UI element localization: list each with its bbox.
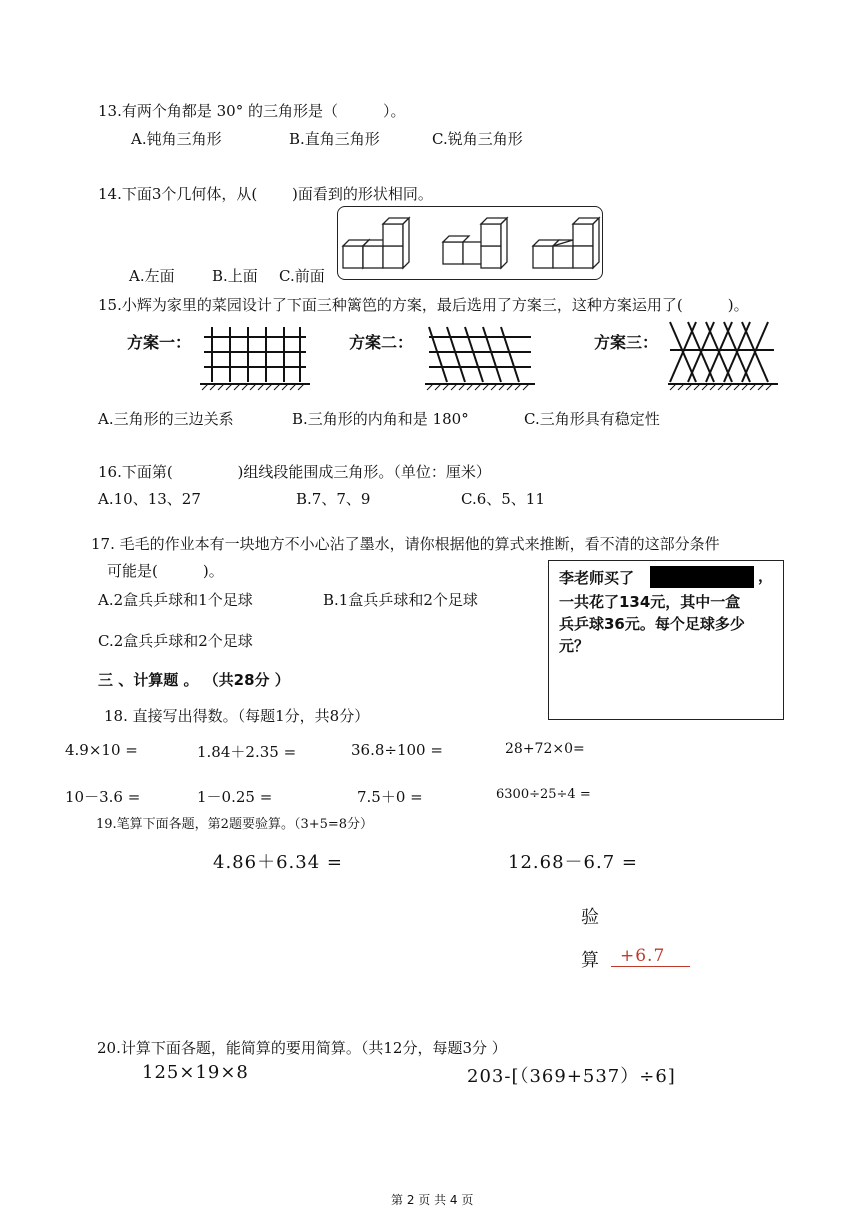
q13-stem: 13.有两个角都是 30° 的三角形是（ ）。 bbox=[98, 102, 406, 120]
q17-box-line4: 元？ bbox=[559, 637, 590, 655]
q17-box-line1-end: ， bbox=[758, 567, 774, 585]
section-heading: 三 、计算题 。 （共28分 ） bbox=[98, 671, 290, 689]
q20-expression-1: 125×19×8 bbox=[142, 1062, 249, 1083]
q19-check-label-2: 算 bbox=[581, 950, 599, 971]
q15-stem: 15.小辉为家里的菜园设计了下面三种篱笆的方案，最后选用了方案三，这种方案运用了( )。 bbox=[98, 296, 749, 314]
q13-option-b: B.直角三角形 bbox=[289, 130, 380, 148]
q17-box-line2: 一共花了134元，其中一盒 bbox=[559, 593, 741, 611]
q19-handwritten-answer: +6.7 bbox=[620, 946, 666, 966]
q14-option-c: C.前面 bbox=[279, 267, 325, 285]
q14-option-b: B.上面 bbox=[212, 267, 258, 285]
q16-option-a: A.10、13、27 bbox=[98, 490, 201, 508]
q18-item: 7.5＋0 = bbox=[357, 788, 423, 806]
q18-item: 1－0.25 = bbox=[197, 788, 273, 806]
q14-solids-figure bbox=[337, 206, 601, 278]
q17-option-c: C.2盒兵乒球和2个足球 bbox=[98, 632, 253, 650]
q16-option-c: C.6、5、11 bbox=[461, 490, 545, 508]
q15-option-a: A.三角形的三边关系 bbox=[98, 410, 234, 428]
q20-stem: 20.计算下面各题，能简算的要用简算。（共12分，每题3分 ） bbox=[97, 1039, 507, 1057]
page-footer: 第 2 页 共 4 页 bbox=[391, 1193, 474, 1207]
ink-blot bbox=[650, 566, 754, 588]
q15-option-b: B.三角形的内角和是 180° bbox=[292, 410, 469, 428]
q15-plan2-label: 方案二： bbox=[349, 333, 414, 352]
q17-option-a: A.2盒兵乒球和1个足球 bbox=[98, 591, 253, 609]
q18-stem: 18. 直接写出得数。（每题1分，共8分） bbox=[104, 707, 370, 725]
q18-item: 1.84＋2.35 = bbox=[197, 743, 297, 761]
q18-item: 6300÷25÷4 = bbox=[496, 787, 591, 802]
q18-item: 4.9×10 = bbox=[65, 741, 138, 759]
q19-expression-2: 12.68－6.7 = bbox=[508, 852, 638, 873]
q13-option-a: A.钝角三角形 bbox=[131, 130, 222, 148]
q19-answer-underline bbox=[611, 966, 690, 967]
q19-stem: 19.笔算下面各题，第2题要验算。（3+5=8分） bbox=[96, 817, 374, 832]
q16-stem: 16.下面第( )组线段能围成三角形。（单位：厘米） bbox=[98, 463, 491, 481]
q13-option-c: C.锐角三角形 bbox=[432, 130, 523, 148]
q15-plan1-label: 方案一： bbox=[127, 333, 192, 352]
q18-item: 28+72×0= bbox=[505, 741, 585, 757]
q18-item: 10－3.6 = bbox=[65, 788, 141, 806]
q14-option-a: A.左面 bbox=[129, 267, 175, 285]
q15-plan3-label: 方案三： bbox=[594, 333, 659, 352]
q19-expression-1: 4.86＋6.34 = bbox=[213, 852, 343, 873]
q16-option-b: B.7、7、9 bbox=[296, 490, 371, 508]
q19-check-label-1: 验 bbox=[581, 907, 599, 928]
q17-option-b: B.1盒兵乒球和2个足球 bbox=[323, 591, 478, 609]
q18-item: 36.8÷100 = bbox=[351, 741, 443, 759]
q15-fence-plan1 bbox=[200, 322, 310, 392]
q15-fence-plan2 bbox=[425, 322, 535, 392]
q17-stem-line1: 17. 毛毛的作业本有一块地方不小心沾了墨水，请你根据他的算式来推断，看不清的这部分条件 bbox=[91, 535, 720, 553]
q17-stem-line2: 可能是( )。 bbox=[107, 562, 224, 580]
q17-box-line3: 兵乒球36元。每个足球多少 bbox=[559, 615, 745, 633]
q20-expression-2: 203-[（369+537）÷6] bbox=[467, 1066, 676, 1087]
q15-option-c: C.三角形具有稳定性 bbox=[524, 410, 660, 428]
q17-box-line1: 李老师买了 bbox=[559, 569, 635, 587]
q14-stem: 14.下面3个几何体，从( )面看到的形状相同。 bbox=[98, 185, 433, 203]
q15-fence-plan3 bbox=[668, 320, 778, 392]
